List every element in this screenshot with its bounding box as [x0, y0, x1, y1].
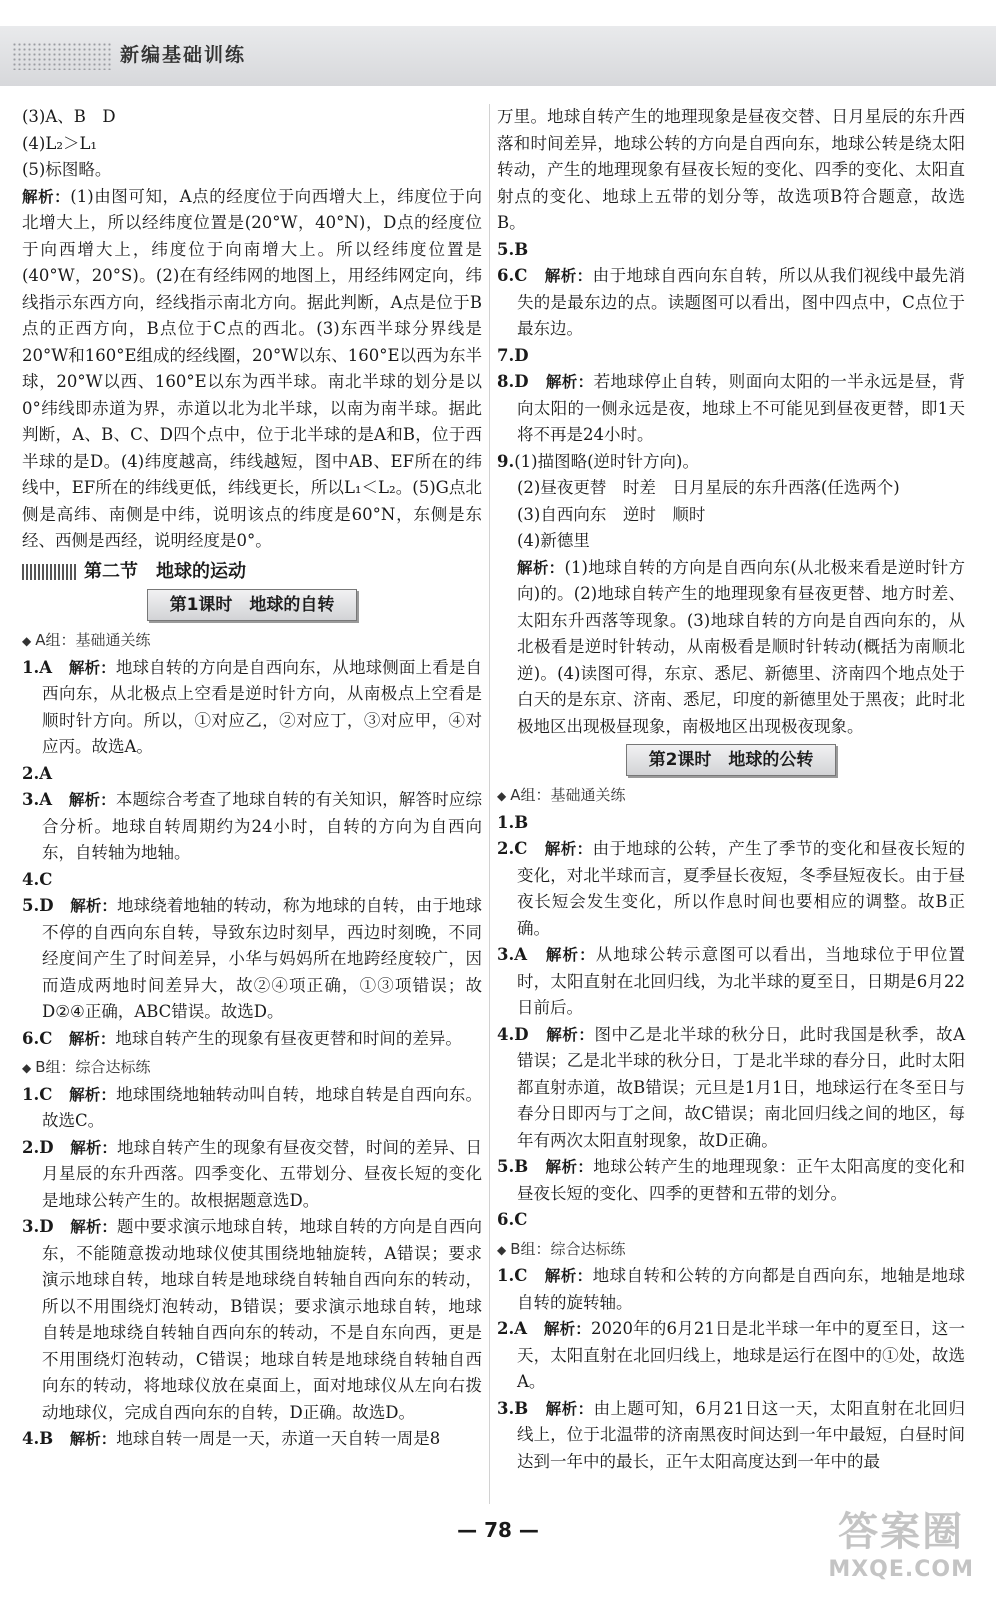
header-title: 新编基础训练 — [120, 44, 247, 66]
analysis-label: 解析： — [22, 187, 71, 206]
diamond-icon: ◆ — [22, 1061, 32, 1075]
analysis-text: 地球围绕地轴转动叫自转，地球自转是自西向东。故选C。 — [42, 1084, 482, 1130]
answer-number: 4. — [22, 1429, 40, 1448]
answer-item — [497, 1316, 965, 1396]
analysis-label: 解析： — [68, 658, 116, 677]
answer-choice: B — [514, 1157, 529, 1176]
answer-part: (4)新德里 — [517, 531, 590, 550]
analysis-label: 解析： — [545, 946, 596, 964]
analysis-label: 解析： — [69, 1085, 117, 1104]
answer-number: 1. — [22, 657, 40, 677]
analysis-label: 解析： — [545, 1158, 594, 1176]
answer-choice: C — [39, 1084, 53, 1104]
answer-choice: A — [514, 1319, 528, 1338]
lesson-title: 第1课时 地球的自转 — [147, 589, 358, 621]
answer-part: (3)自西向东 逆时 顺时 — [517, 504, 706, 524]
answer-item — [22, 1026, 482, 1053]
analysis-label: 解析： — [69, 1430, 117, 1448]
section-heading — [22, 559, 482, 586]
lesson-header — [497, 744, 965, 776]
answer-number: 1. — [497, 812, 515, 832]
analysis-text: 地球自转产生的现象有昼夜更替和时间的差异。 — [115, 1028, 462, 1048]
left-column — [22, 104, 482, 1453]
answer-item — [22, 761, 482, 788]
analysis-text: 图中乙是北半球的秋分日，此时我国是秋季，故A错误；乙是北半球的秋分日，丁是北半球的春分日，此时太阳都直射赤道，故B错误；元旦是1月1日，地球运行在冬至日与春分日即丙与丁之间，故C错误；南北回归线之间的地区，每年有两次太阳直射现象，故D正确。 — [517, 1024, 965, 1150]
answer-number: 2. — [22, 763, 40, 783]
answer-choice: D — [39, 896, 54, 915]
answer-choice: D — [39, 1137, 54, 1157]
analysis-paragraph — [22, 184, 482, 555]
analysis-text: 地球自转和公转的方向都是自西向东，地轴是地球自转的旋转轴。 — [517, 1266, 966, 1312]
group-label-text: B组：综合达标练 — [510, 1239, 626, 1258]
answer-choice: C — [514, 1266, 528, 1285]
answer-choice: D — [514, 345, 529, 365]
analysis-text: 地球自转一周是一天，赤道一天自转一周是8 — [116, 1429, 441, 1448]
analysis-text: 地球公转产生的地理现象：正午太阳高度的变化和昼夜长短的变化、四季的更替和五带的划分。 — [517, 1157, 966, 1203]
analysis-text: 若地球停止自转，则面向太阳的一半永远是昼，背向太阳的一侧永远是夜，地球上不可能见到昼夜更替，即1天将不再是24小时。 — [517, 372, 966, 444]
watermark-line2: MXQE.COM — [828, 1557, 974, 1582]
analysis-text: 由于地球自西向东自转，所以从我们视线中最先消失的是最东边的点。读题图可以看出，图中四点中，C点位于最东边。 — [517, 266, 966, 338]
answer-number: 3. — [22, 790, 40, 809]
analysis-text: 地球自转的方向是自西向东，从地球侧面上看是自西向东，从北极点上空看是逆时针方向，从南极点上空看是顺时针方向。所以，①对应乙，②对应丁，③对应甲，④对应丙。故选A。 — [42, 657, 483, 756]
answer-number: 1. — [22, 1084, 40, 1104]
answer-number: 6. — [497, 266, 515, 285]
group-label-text: B组：综合达标练 — [35, 1058, 151, 1076]
answer-number: 2. — [22, 1137, 40, 1157]
answer-number: 4. — [497, 1024, 515, 1044]
answer-item — [497, 1022, 965, 1155]
answer-part: (1)描图略(逆时针方向)。 — [514, 451, 699, 471]
answer-choice: D — [514, 1024, 529, 1044]
answer-choice: C — [39, 869, 53, 889]
answer-item — [22, 893, 482, 1026]
answer-item — [497, 343, 965, 370]
answer-number: 3. — [497, 945, 515, 964]
answer-item — [497, 810, 965, 837]
analysis-label: 解析： — [517, 558, 565, 577]
analysis-text: 由于地球的公转，产生了季节的变化和昼夜长短的变化，对北半球而言，夏季昼长夜短，冬季昼短夜长。由于昼夜长短会发生变化，所以作息时间也要相应的调整。故B正确。 — [517, 839, 966, 938]
answer-choice: A — [39, 657, 53, 677]
answer-number: 6. — [22, 1028, 40, 1048]
answer-choice: B — [514, 812, 529, 832]
analysis-label: 解析： — [544, 1267, 593, 1285]
answer-number: 9. — [497, 451, 515, 471]
analysis-text: 地球绕着地轴的转动，称为地球的自转，由于地球不停的自西向东自转，导致东边时刻早，西边时刻晚，不同经度间产生了时间差异，小华与妈妈所在地跨经度较广，因而造成两地时间差异大，故②④项正确，①③项错误；故D②④正确，ABC错误。故选D。 — [42, 896, 482, 1021]
analysis-label: 解析： — [544, 267, 593, 285]
answer-item — [22, 1426, 482, 1453]
answer-item — [497, 237, 965, 264]
analysis-text: (1)地球自转的方向是自西向东(从北极来看是逆时针方向)的。(2)地球自转产生的地理现象有昼夜更替、地方时差、太阳东升西落等现象。(3)地球自转的方向是自西向东的，从北极看是逆时针转动，从南极看是顺时针转动(概括为南顺北逆)。(4)读图可得，东京、悉尼、新德里、济南四个地点处于白天的是东京、济南、悉尼，印度的新德里处于黑夜；此时北极地区出现极昼现象，南极地区出现极夜现象。 — [517, 557, 965, 736]
answer-item — [22, 1214, 482, 1426]
answer-number: 5. — [497, 239, 515, 259]
answer-number: 5. — [22, 896, 40, 915]
answer-number: 4. — [22, 869, 40, 889]
answer-line: (3)A、B D — [22, 107, 116, 126]
header-dot-pattern — [12, 42, 112, 70]
answer-choice: C — [39, 1028, 53, 1048]
continued-text: 万里。地球自转产生的地理现象是昼夜交替、日月星辰的东升西落和时间差异，地球公转的方向是自西向东，地球公转是绕太阳转动，产生的地理现象有昼夜长短的变化、四季的变化、太阳直射点的变化、地球上五带的划分等，故选项B符合题意，故选B。 — [497, 107, 965, 232]
answer-number: 7. — [497, 345, 515, 365]
answer-item — [22, 867, 482, 894]
analysis-text: 本题综合考查了地球自转的有关知识，解答时应综合分析。地球自转周期约为24小时，自转的方向为自西向东，自转轴为地轴。 — [42, 790, 483, 862]
analysis-text: 由上题可知，6月21日这一天，太阳直射在北回归线上，位于北温带的济南黑夜时间达到一年中最短，白昼时间达到一年中的最长，正午太阳高度达到一年中的最 — [517, 1398, 965, 1471]
analysis-label: 解析： — [545, 1399, 594, 1418]
answer-item — [497, 1396, 965, 1476]
answer-choice: C — [514, 1210, 528, 1229]
lesson-header — [22, 589, 482, 621]
diamond-icon: ◆ — [497, 1242, 507, 1257]
analysis-label: 解析： — [68, 1029, 116, 1048]
answer-number: 6. — [497, 1210, 515, 1229]
analysis-label: 解析： — [546, 1025, 595, 1044]
answer-choice: C — [514, 266, 528, 285]
answer-choice: A — [39, 763, 53, 783]
answer-choice: B — [514, 1398, 529, 1418]
page-number: — 78 — — [457, 1518, 539, 1542]
column-divider — [489, 104, 490, 1504]
answer-item — [497, 1263, 965, 1316]
analysis-label: 解析： — [70, 1138, 118, 1157]
answer-item — [497, 836, 965, 942]
watermark — [828, 1500, 974, 1582]
answer-item — [497, 942, 965, 1022]
group-label-text: A组：基础通关练 — [510, 786, 626, 804]
watermark-line1: 答案圈 — [838, 1509, 965, 1555]
answer-part: (2)昼夜更替 时差 日月星辰的东升西落(任选两个) — [517, 478, 900, 497]
answer-item — [497, 449, 965, 476]
analysis-label: 解析： — [545, 373, 594, 391]
analysis-label: 解析： — [544, 840, 593, 858]
answer-item — [22, 655, 482, 761]
answer-number: 1. — [497, 1266, 515, 1285]
answer-choice: D — [39, 1217, 54, 1236]
lesson-title: 第2课时 地球的公转 — [626, 744, 837, 776]
group-label — [497, 782, 965, 810]
section-bars-icon — [22, 564, 76, 580]
group-label — [497, 1236, 965, 1264]
analysis-text: 地球自转产生的现象有昼夜交替，时间的差异、日月星辰的东升西落。四季变化、五带划分、昼夜长短的变化是地球公转产生的。故根据题意选D。 — [42, 1137, 482, 1210]
section-title: 第二节 地球的运动 — [84, 560, 246, 582]
diamond-icon: ◆ — [22, 634, 32, 648]
diamond-icon: ◆ — [497, 789, 507, 803]
answer-line: (5)标图略。 — [22, 160, 112, 179]
answer-choice: A — [514, 945, 528, 964]
answer-line: (4)L₂＞L₁ — [22, 133, 98, 153]
answer-number: 8. — [497, 372, 515, 391]
answer-number: 2. — [497, 839, 515, 858]
answer-item — [497, 1154, 965, 1207]
analysis-text: 2020年的6月21日是北半球一年中的夏至日，这一天，太阳直射在北回归线上，地球是运行在图中的①处，故选A。 — [517, 1319, 965, 1391]
analysis-text: 题中要求演示地球自转，地球自转的方向是自西向东，不能随意拨动地球仪使其围绕地轴旋转，A错误；要求演示地球自转，地球自转是地球绕自转轴自西向东的转动，所以不用围绕灯泡转动，B错误；要求演示地球自转，地球自转是地球绕自转轴自西向东的转动，不是自东向西，更是不用围绕灯泡转动，C错误；地球自转是地球绕自转轴自西向东的转动，将地球仪放在桌面上，面对地球仪从左向右拨动地球仪，完成自西向东的自转，D正确。故选D。 — [42, 1217, 482, 1422]
analysis-label: 解析： — [543, 1320, 591, 1338]
answer-number: 2. — [497, 1319, 515, 1338]
analysis-text: 从地球公转示意图可以看出，当地球位于甲位置时，太阳直射在北回归线，为北半球的夏至日，日期是6月22日前后。 — [517, 945, 965, 1017]
answer-choice: B — [514, 239, 529, 259]
answer-number: 3. — [497, 1398, 515, 1418]
answer-item — [22, 1082, 482, 1135]
answer-item — [22, 1135, 482, 1215]
analysis-label: 解析： — [70, 897, 118, 915]
answer-item — [497, 1207, 965, 1234]
analysis-paragraph — [497, 555, 965, 741]
answer-item — [22, 787, 482, 867]
analysis-label: 解析： — [68, 791, 116, 809]
group-label-text: A组：基础通关练 — [35, 631, 151, 649]
analysis-text: (1)由图可知，A点的经度位于向西增大上，纬度位于向北增大上，所以经纬度位置是(20°W，40°N)，D点的经度位于向西增大上，纬度位于向南增大上。所以经纬度位置是(40°W，20°S)。(2)在有经纬网的地图上，用经纬网定向，纬线指示东西方向，经线指示南北方向。据此判断，A点是位于B点的正西方向，B点位于C点的西北。(3)东西半球分界线是20°W和160°E组成的经线圈，20°W以东、160°E以西为东半球，20°W以西、160°E以东为西半球。南北半球的划分是以0°纬线即赤道为界，赤道以北为北半球，以南为南半球。据此判断，A、B、C、D四个点中，位于北半球的是A和B，位于西半球的是D。(4)纬度越高，纬线越短，图中AB、EF所在的纬线中，EF所在的纬线更低，纬线更长，所以L₁＜L₂。(5)G点北侧是高纬、南侧是中纬，说明该点的纬度是60°N，东侧是东经、西侧是西经，说明经度是0°。 — [22, 186, 482, 550]
answer-choice: D — [514, 372, 529, 391]
answer-choice: C — [514, 839, 528, 858]
answer-number: 3. — [22, 1217, 40, 1236]
answer-choice: A — [39, 790, 53, 809]
analysis-label: 解析： — [70, 1218, 118, 1236]
answer-choice: B — [39, 1429, 54, 1448]
group-label — [22, 1054, 482, 1082]
right-column — [497, 104, 965, 1475]
answer-item — [497, 263, 965, 343]
answer-number: 5. — [497, 1157, 515, 1176]
answer-item — [497, 369, 965, 449]
group-label — [22, 627, 482, 655]
